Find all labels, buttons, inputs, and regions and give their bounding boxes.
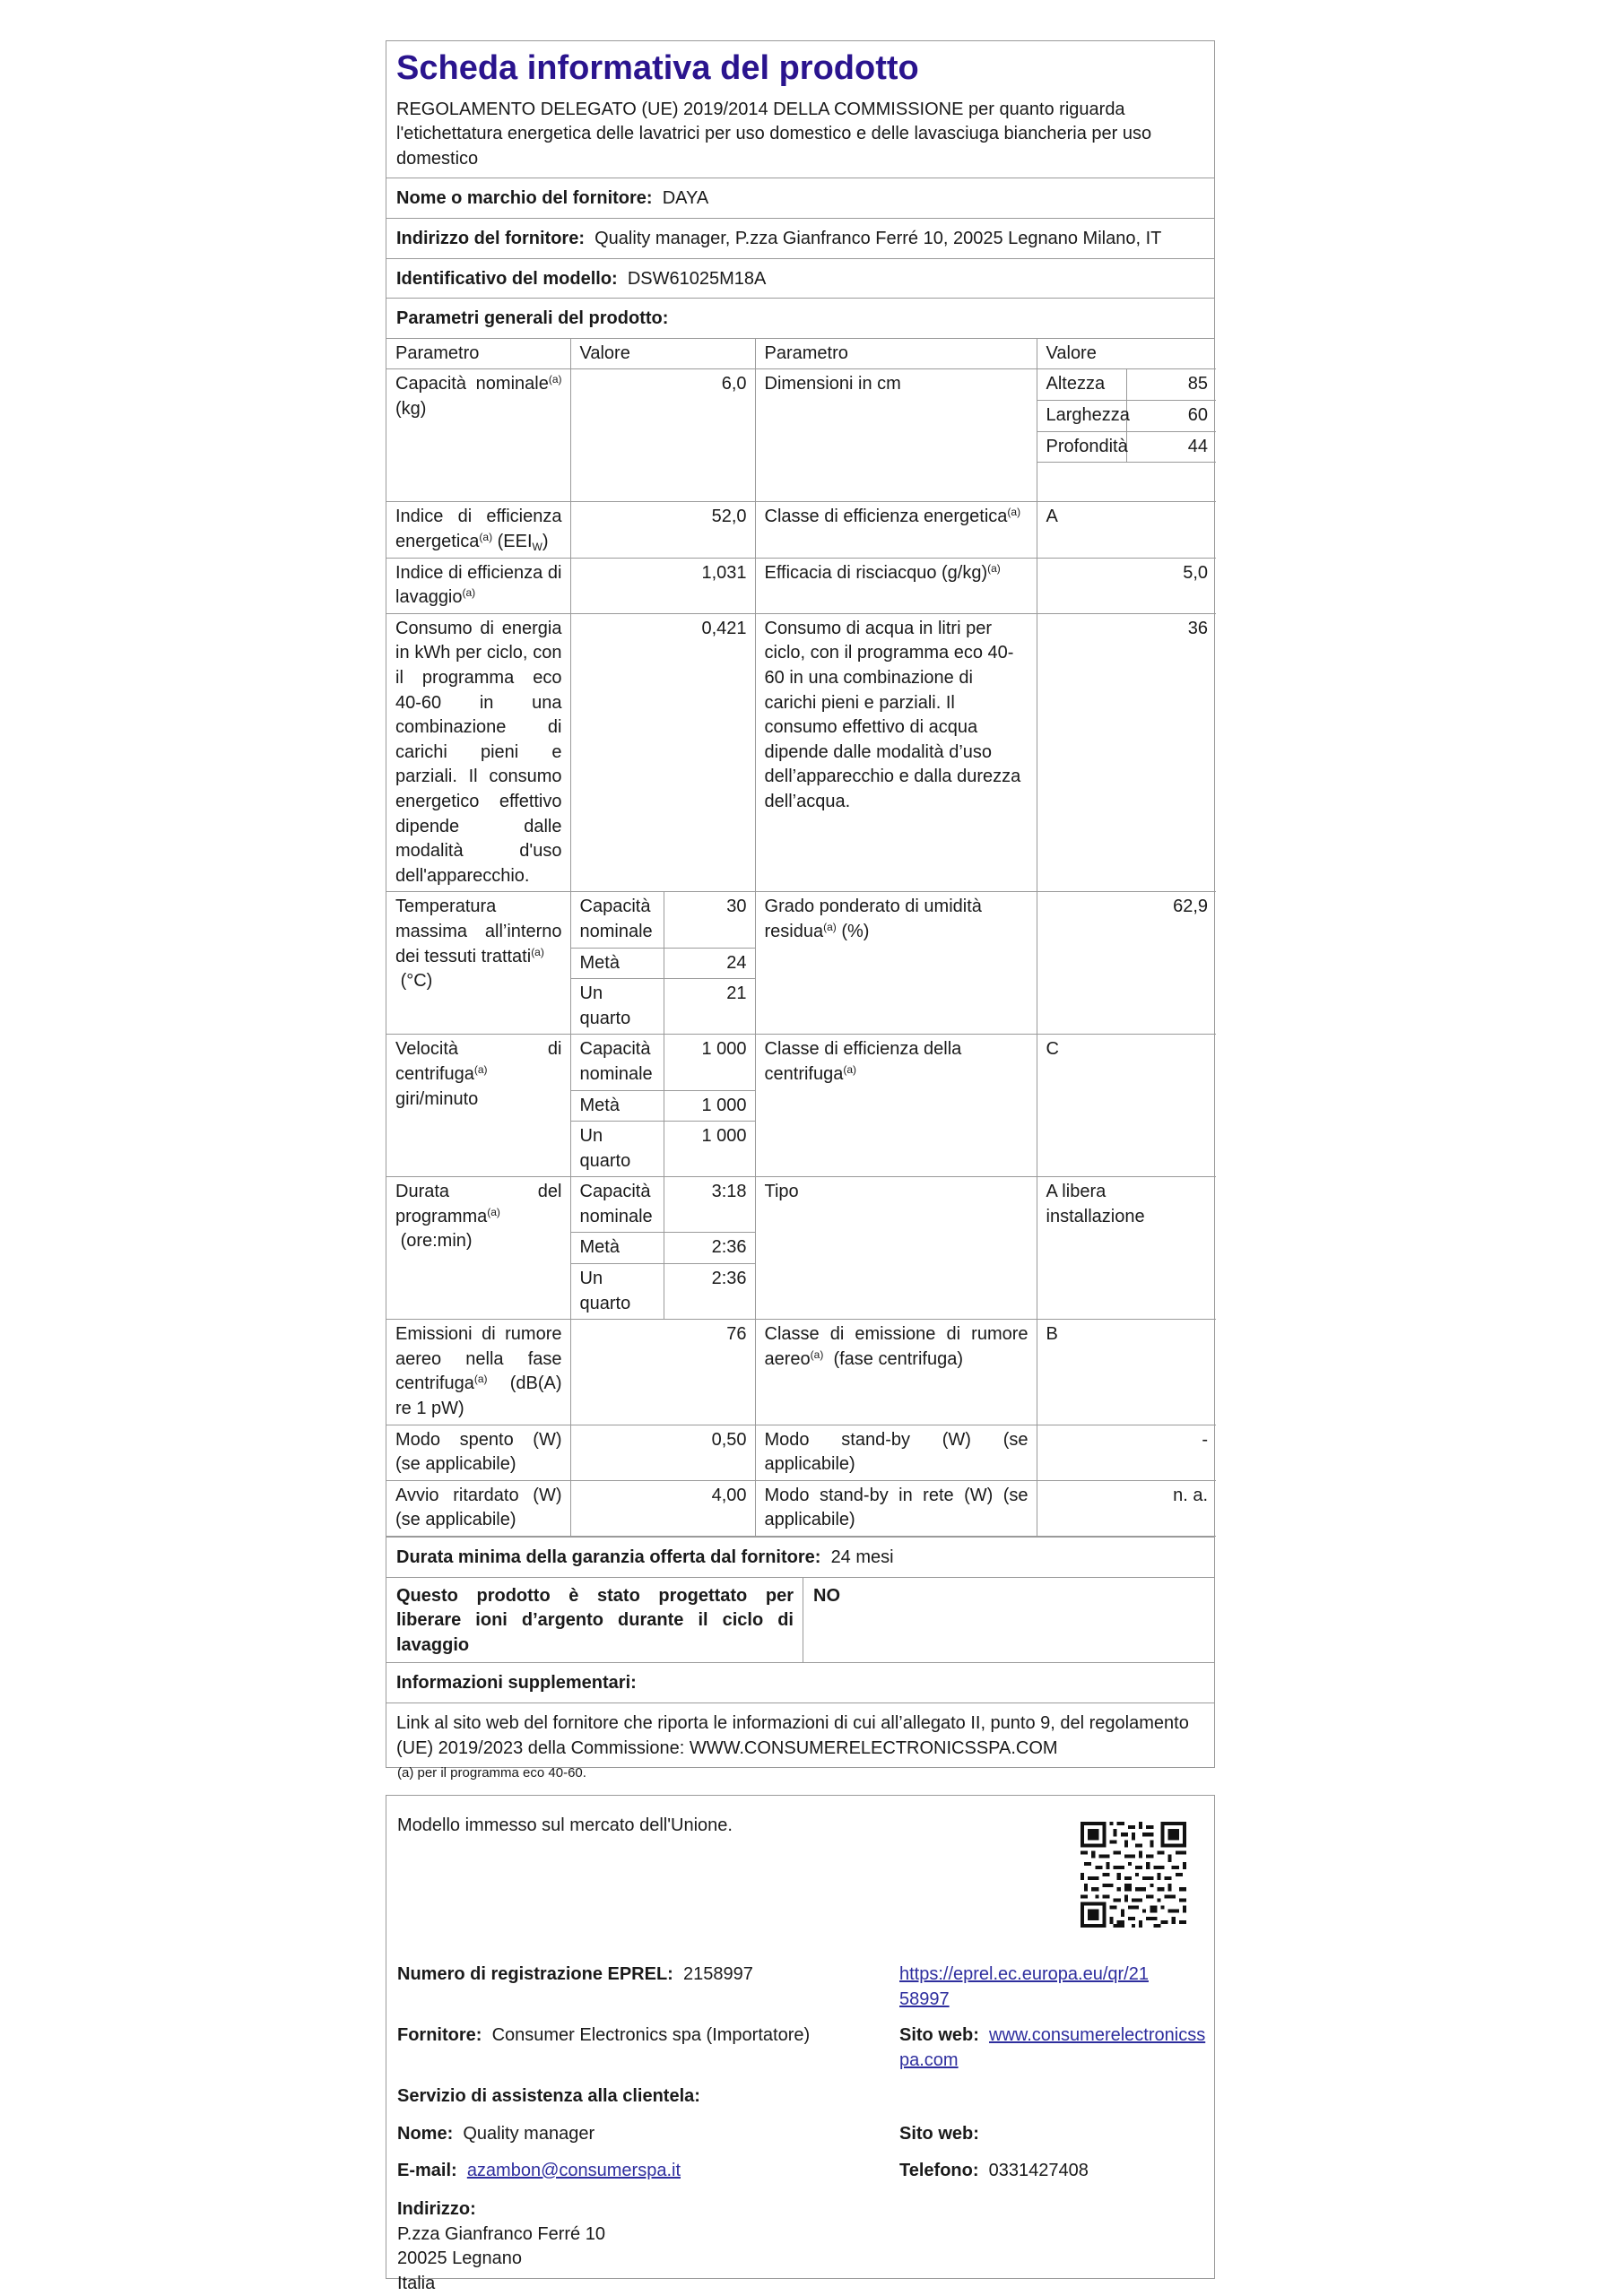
service-phone-label: Telefono: xyxy=(899,2161,979,2180)
eprel-supplier-label: Fornitore: xyxy=(397,2025,482,2045)
off-mode-label: Modo spento (W) (se applicabile) xyxy=(386,1425,570,1480)
max-temp-rated-value: 30 xyxy=(664,892,755,948)
service-web-label: Sito web: xyxy=(899,2124,979,2144)
spin-half-value: 1 000 xyxy=(664,1090,755,1122)
max-temp-half-value: 24 xyxy=(664,948,755,979)
eei-value: 52,0 xyxy=(570,502,755,558)
standby-label: Modo stand-by (W) (se applicabile) xyxy=(755,1425,1037,1480)
dimensions-label: Dimensioni in cm xyxy=(755,369,1037,502)
market-text: Modello immesso sul mercato dell'Unione. xyxy=(397,1815,733,1835)
additional-text-row xyxy=(386,1703,1214,1767)
service-phone-value: 0331427408 xyxy=(988,2161,1089,2180)
general-params-row xyxy=(386,298,1214,338)
service-email-label: E-mail: xyxy=(397,2161,457,2180)
table-row xyxy=(386,1035,1216,1090)
supplier-address-row xyxy=(386,218,1214,258)
service-address-line1: P.zza Gianfranco Ferré 10 xyxy=(397,2223,605,2244)
supplier-name-label: Nome o marchio del fornitore: xyxy=(396,188,653,209)
supplier-address-value: Quality manager, P.zza Gianfranco Ferré 10, 20025 Legnano Milano, IT xyxy=(595,229,1162,249)
service-address-label: Indirizzo: xyxy=(397,2199,476,2219)
page-title: Scheda informativa del prodotto xyxy=(396,49,919,87)
model-label: Identificativo del modello: xyxy=(396,268,618,289)
height-value: 85 xyxy=(1127,369,1217,400)
service-label: Servizio di assistenza alla clientela: xyxy=(397,2086,700,2106)
spin-quarter-label: Un quarto xyxy=(570,1122,664,1177)
spin-class-label: Classe di efficienza della centrifuga$^{(a)}$ xyxy=(755,1035,1037,1177)
eei-label: Indice di efficienza energetica$^{(a)}$ $(EEI_W)$ xyxy=(386,502,570,558)
warranty-value: 24 mesi xyxy=(830,1547,894,1567)
washing-index-value: 1,031 xyxy=(570,558,755,613)
delay-start-label: Avvio ritardato (W) (se applicabile) xyxy=(386,1480,570,1536)
water-consumption-label: Consumo di acqua in litri per ciclo, con il programma eco 40-60 in una combinazione di carichi pieni e parziali. Il consumo effettivo di acqua dipende dalle modalità d’uso dell’apparecchio e dalla durezza dell’acqua. xyxy=(755,613,1037,892)
header-parameter: Parametro xyxy=(755,339,1037,369)
width-value: 60 xyxy=(1127,401,1217,432)
energy-class-value: A xyxy=(1037,502,1216,558)
eprel-url-line2[interactable]: 58997 xyxy=(899,1988,950,2009)
energy-consumption-value: 0,421 xyxy=(570,613,755,892)
header-parameter: Parametro xyxy=(386,339,570,369)
model-value: DSW61025M18A xyxy=(627,268,767,289)
supplier-name-value: DAYA xyxy=(662,188,709,209)
table-row xyxy=(386,1320,1216,1425)
spin-speed-label: Velocità di centrifuga$^{(a)}$ giri/minuto xyxy=(386,1035,570,1177)
max-temp-quarter-value: 21 xyxy=(664,979,755,1035)
rinsing-label: Efficacia di risciacquo $(g/kg)^{(a)}$ xyxy=(755,558,1037,613)
eprel-web-link-cont[interactable]: pa.com xyxy=(899,2049,959,2070)
table-row xyxy=(386,1177,1216,1233)
noise-class-label: Classe di emissione di rumore aereo$^{(a)}$ (fase centrifuga) xyxy=(755,1320,1037,1425)
spin-class-value: C xyxy=(1037,1035,1216,1177)
additional-text: Link al sito web del fornitore che riporta le informazioni di cui all’allegato II, punto 9, del regolamento (UE) 2019/2023 della Commissione: WWW.CONSUMERELECTRONICSSPA.COM xyxy=(396,1712,1189,1758)
off-mode-value: 0,50 xyxy=(570,1425,755,1480)
warranty-label: Durata minima della garanzia offerta dal fornitore: xyxy=(396,1547,821,1567)
water-consumption-value: 36 xyxy=(1037,613,1216,892)
silver-row xyxy=(386,1577,1214,1663)
eprel-link[interactable] xyxy=(899,1962,1149,2012)
header-value: Valore xyxy=(570,339,755,369)
table-row xyxy=(386,892,1216,948)
dimensions-cell xyxy=(1037,369,1216,502)
table-row xyxy=(386,1480,1216,1536)
spin-half-label: Metà xyxy=(570,1090,664,1122)
silver-value: NO xyxy=(813,1585,840,1606)
sheet-header xyxy=(386,41,1214,178)
eprel-supplier-value: Consumer Electronics spa (Importatore) xyxy=(491,2025,811,2045)
noise-class-value: B xyxy=(1037,1320,1216,1425)
duration-rated-label: Capacità nominale xyxy=(570,1177,664,1233)
spin-quarter-value: 1 000 xyxy=(664,1122,755,1177)
table-row xyxy=(386,1425,1216,1480)
duration-quarter-value: 2:36 xyxy=(664,1264,755,1320)
model-row xyxy=(386,258,1214,299)
eprel-web-row xyxy=(899,2023,1205,2073)
width-label: Larghezza xyxy=(1037,401,1127,432)
service-address xyxy=(397,2197,605,2296)
spec-table xyxy=(386,339,1216,1537)
depth-label: Profondità xyxy=(1037,431,1127,463)
table-row xyxy=(386,613,1216,892)
max-temp-half-label: Metà xyxy=(570,948,664,979)
max-temp-rated-label: Capacità nominale xyxy=(570,892,664,948)
rated-capacity-label: Capacità nominale$^{(a)}$ (kg) xyxy=(386,369,570,502)
noise-label: Emissioni di rumore aereo nella fase centrifuga$^{(a)}$ (dB(A) re 1 pW) xyxy=(386,1320,570,1425)
supplier-address-label: Indirizzo del fornitore: xyxy=(396,229,585,249)
additional-label-row xyxy=(386,1662,1214,1703)
standby-value: - xyxy=(1037,1425,1216,1480)
type-value: A libera installazione xyxy=(1037,1177,1216,1320)
service-name-value: Quality manager xyxy=(463,2124,595,2144)
networked-standby-label: Modo stand-by in rete (W) (se applicabile) xyxy=(755,1480,1037,1536)
additional-label: Informazioni supplementari: xyxy=(396,1673,637,1694)
spin-rated-value: 1 000 xyxy=(664,1035,755,1090)
washing-index-label: Indice di efficienza di lavaggio$^{(a)}$ xyxy=(386,558,570,613)
service-phone-row xyxy=(899,2159,1089,2184)
type-label: Tipo xyxy=(755,1177,1037,1320)
product-info-sheet xyxy=(386,40,1215,1768)
service-name-row xyxy=(397,2122,595,2147)
energy-class-label: Classe di efficienza energetica$^{(a)}$ xyxy=(755,502,1037,558)
noise-value: 76 xyxy=(570,1320,755,1425)
height-label: Altezza xyxy=(1037,369,1127,400)
general-params-label: Parametri generali del prodotto: xyxy=(396,308,669,329)
qr-code-icon xyxy=(1081,1822,1186,1928)
duration-quarter-label: Un quarto xyxy=(570,1264,664,1320)
max-temp-quarter-label: Un quarto xyxy=(570,979,664,1035)
warranty-row xyxy=(386,1537,1214,1577)
table-row xyxy=(386,558,1216,613)
rated-capacity-value: 6,0 xyxy=(570,369,755,502)
duration-half-label: Metà xyxy=(570,1233,664,1264)
eprel-web-link[interactable]: www.consumerelectronicss xyxy=(989,2025,1206,2045)
table-row xyxy=(386,369,1216,502)
eprel-web-label: Sito web: xyxy=(899,2025,979,2045)
spec-table-wrap xyxy=(386,338,1214,1537)
table-header-row xyxy=(386,339,1216,369)
eprel-reg-row xyxy=(397,1962,753,1988)
delay-start-value: 4,00 xyxy=(570,1480,755,1536)
duration-half-value: 2:36 xyxy=(664,1233,755,1264)
energy-consumption-label: Consumo di energia in kWh per ciclo, con il programma eco 40-60 in una combinazione di carichi pieni e parziali. Il consumo energetico effettivo dipende dalle modalità d'uso dell'apparecchio. xyxy=(386,613,570,892)
duration-label: Durata del programma$^{(a)}$ (ore:min) xyxy=(386,1177,570,1320)
service-name-label: Nome: xyxy=(397,2124,454,2144)
silver-label: Questo prodotto è stato progettato per liberare ioni d’argento durante il ciclo di lavaggio xyxy=(386,1578,803,1663)
duration-rated-value: 3:18 xyxy=(664,1177,755,1233)
eprel-reg-value: 2158997 xyxy=(682,1964,753,1984)
networked-standby-value: n. a. xyxy=(1037,1480,1216,1536)
service-email-link[interactable]: azambon@consumerspa.it xyxy=(466,2161,681,2180)
max-temp-label: Temperatura massima all’interno dei tessuti trattati$^{(a)}$ (°C) xyxy=(386,892,570,1035)
regulation-text: REGOLAMENTO DELEGATO (UE) 2019/2014 DELLA COMMISSIONE per quanto riguarda l'etichettatura energetica delle lavatrici per uso domestico e delle lavasciuga biancheria per uso domestico xyxy=(396,99,1152,169)
header-value: Valore xyxy=(1037,339,1216,369)
depth-value: 44 xyxy=(1127,431,1217,463)
service-address-line2: 20025 Legnano xyxy=(397,2248,523,2269)
moisture-value: 62,9 xyxy=(1037,892,1216,1035)
eprel-supplier-row xyxy=(397,2023,810,2049)
eprel-url-line1[interactable]: https://eprel.ec.europa.eu/qr/21 xyxy=(899,1964,1149,1984)
service-email-row xyxy=(397,2159,681,2184)
footnote: (a) per il programma eco 40-60. xyxy=(397,1765,586,1780)
table-row xyxy=(386,502,1216,558)
spin-rated-label: Capacità nominale xyxy=(570,1035,664,1090)
rinsing-value: 5,0 xyxy=(1037,558,1216,613)
eprel-reg-label: Numero di registrazione EPREL: xyxy=(397,1964,673,1984)
moisture-label: Grado ponderato di umidità residua$^{(a)}$ (%) xyxy=(755,892,1037,1035)
service-address-line3: Italia xyxy=(397,2273,436,2293)
supplier-name-row xyxy=(386,178,1214,218)
